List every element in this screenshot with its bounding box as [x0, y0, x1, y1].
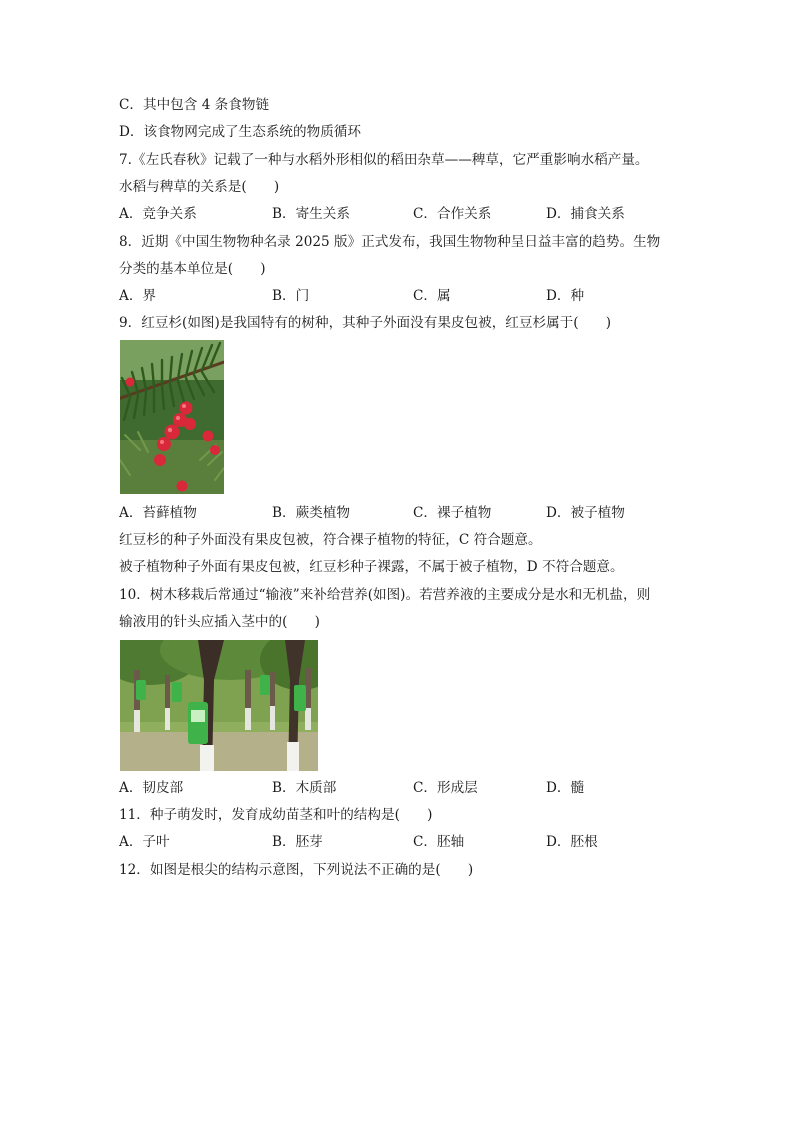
question-7-option-a: A．竞争关系 [119, 206, 197, 222]
yew-illustration [120, 340, 224, 494]
question-8-option-a: A．界 [119, 288, 157, 304]
question-7-option-d: D．捕食关系 [546, 206, 625, 222]
question-9-option-d: D．被子植物 [546, 505, 625, 521]
question-11-option-b: B．胚芽 [272, 834, 323, 850]
explanation-line2: 被子植物种子外面有果皮包被，红豆杉种子裸露，不属于被子植物，D 不符合题意。 [119, 559, 624, 575]
yew-photo [120, 340, 224, 494]
question-7-stem-line2: 水稻与稗草的关系是( ) [119, 179, 280, 195]
question-7-option-c: C．合作关系 [413, 206, 492, 222]
question-9-option-a: A．苔藓植物 [119, 505, 197, 521]
question-11-option-a: A．子叶 [119, 834, 170, 850]
tree-infusion-illustration [120, 640, 318, 771]
question-8-option-d: D．种 [546, 288, 585, 304]
question-8-stem-line1: 8．近期《中国生物物种名录 2025 版》正式发布，我国生物物种呈日益丰富的趋势。生物 [119, 234, 661, 250]
explanation-line1: 红豆杉的种子外面没有果皮包被，符合裸子植物的特征，C 符合题意。 [119, 532, 542, 548]
question-9-stem: 9．红豆杉(如图)是我国特有的树种，其种子外面没有果皮包被，红豆杉属于( ) [119, 315, 612, 331]
question-10-stem-line2: 输液用的针头应插入茎中的( ) [119, 614, 320, 630]
question-10-option-c: C．形成层 [413, 780, 478, 796]
question-9-option-c: C．裸子植物 [413, 505, 492, 521]
question-10-option-a: A．韧皮部 [119, 780, 184, 796]
option-c-food-web: C．其中包含 4 条食物链 [119, 97, 270, 113]
question-7-stem-line1: 7.《左氏春秋》记载了一种与水稻外形相似的稻田杂草——稗草，它严重影响水稻产量。 [119, 152, 649, 168]
question-8-stem-line2: 分类的基本单位是( ) [119, 261, 266, 277]
question-10-stem-line1: 10．树木移栽后常通过“输液”来补给营养(如图)。若营养液的主要成分是水和无机盐，则 [119, 587, 651, 603]
question-11-option-c: C．胚轴 [413, 834, 465, 850]
question-10-option-b: B．木质部 [272, 780, 337, 796]
question-9-option-b: B．蕨类植物 [272, 505, 350, 521]
question-12-stem: 12．如图是根尖的结构示意图，下列说法不正确的是( ) [119, 862, 474, 878]
tree-infusion-photo [120, 640, 318, 771]
question-8-option-c: C．属 [413, 288, 451, 304]
option-d-food-web: D．该食物网完成了生态系统的物质循环 [119, 124, 361, 140]
question-10-option-d: D．髓 [546, 780, 585, 796]
question-7-option-b: B．寄生关系 [272, 206, 350, 222]
question-11-option-d: D．胚根 [546, 834, 598, 850]
question-11-stem: 11．种子萌发时，发育成幼苗茎和叶的结构是( ) [119, 807, 433, 823]
question-8-option-b: B．门 [272, 288, 310, 304]
